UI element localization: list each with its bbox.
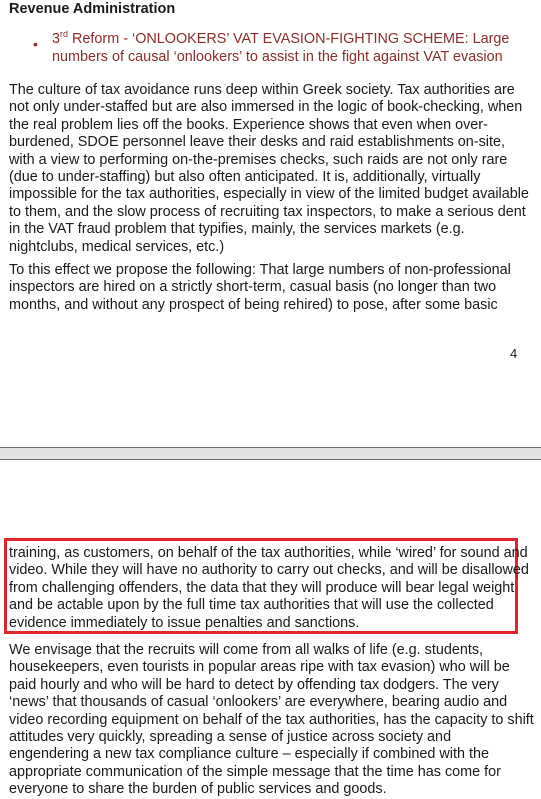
paragraph-proposal: To this effect we propose the following: That large numbers of non-professional inspectors are hired on a strictly short-term, casual basis (no longer than two months, and without any prospect of being rehired) to pose, after some basic bbox=[9, 262, 511, 313]
paragraph-tax-avoidance: The culture of tax avoidance runs deep within Greek society. Tax authorities are not only under-staffed but are also immersed in the logic of book-checking, when the real problem lies off the books. Experience shows that even when over-burdened, SDOE personnel leave their desks and raid establishments on-site, with a view to performing on-the-premises checks, such raids are not only rare (due to under-staffing) but also often anticipated. It is, additionally, virtually impossible for the tax authorities, especially in view of the limited budget available to them, and the slow process of recruiting tax inspectors, to make a serious dent in the VAT fraud problem that typifies, mainly, the services markets (e.g. nightclubs, medical services, etc.) bbox=[9, 82, 529, 255]
section-title: Revenue Administration bbox=[9, 1, 176, 17]
reform-heading bbox=[52, 30, 532, 66]
page-break-divider bbox=[0, 447, 541, 460]
bullet-marker: • bbox=[33, 36, 38, 52]
reform-ordinal-number: 3 bbox=[52, 31, 61, 47]
paragraph-training-highlighted: training, as customers, on behalf of the tax authorities, while ‘wired’ for sound and video. While they will have no authority to carry out checks, and will be disallowed from challenging offenders, the data that they will produce will bear legal weight and be actable upon by the full time tax authorities that will use the collected evidence immediately to issue penalties and sanctions. bbox=[9, 545, 529, 631]
reform-heading-text: Reform - ‘ONLOOKERS’ VAT EVASION-FIGHTING SCHEME: Large numbers of causal ‘onlookers’ to assist in the fight against VAT evasion bbox=[52, 31, 510, 65]
reform-ordinal-suffix: rd bbox=[60, 29, 69, 40]
paragraph-recruits: We envisage that the recruits will come from all walks of life (e.g. students, housekeepers, even tourists in popular areas ripe with tax evasion) who will be paid hourly and who will be hard to detect by offending tax dodgers. The very ‘news’ that thousands of casual ‘onlookers’ are everywhere, bearing audio and video recording equipment on behalf of the tax authorities, has the capacity to shift attitudes very quickly, spreading a sense of justice across society and engendering a new tax compliance culture – especially if combined with the appropriate communication of the simple message that the time has come for everyone to share the burden of public services and goods. bbox=[9, 642, 534, 798]
page-number: 4 bbox=[510, 346, 518, 361]
